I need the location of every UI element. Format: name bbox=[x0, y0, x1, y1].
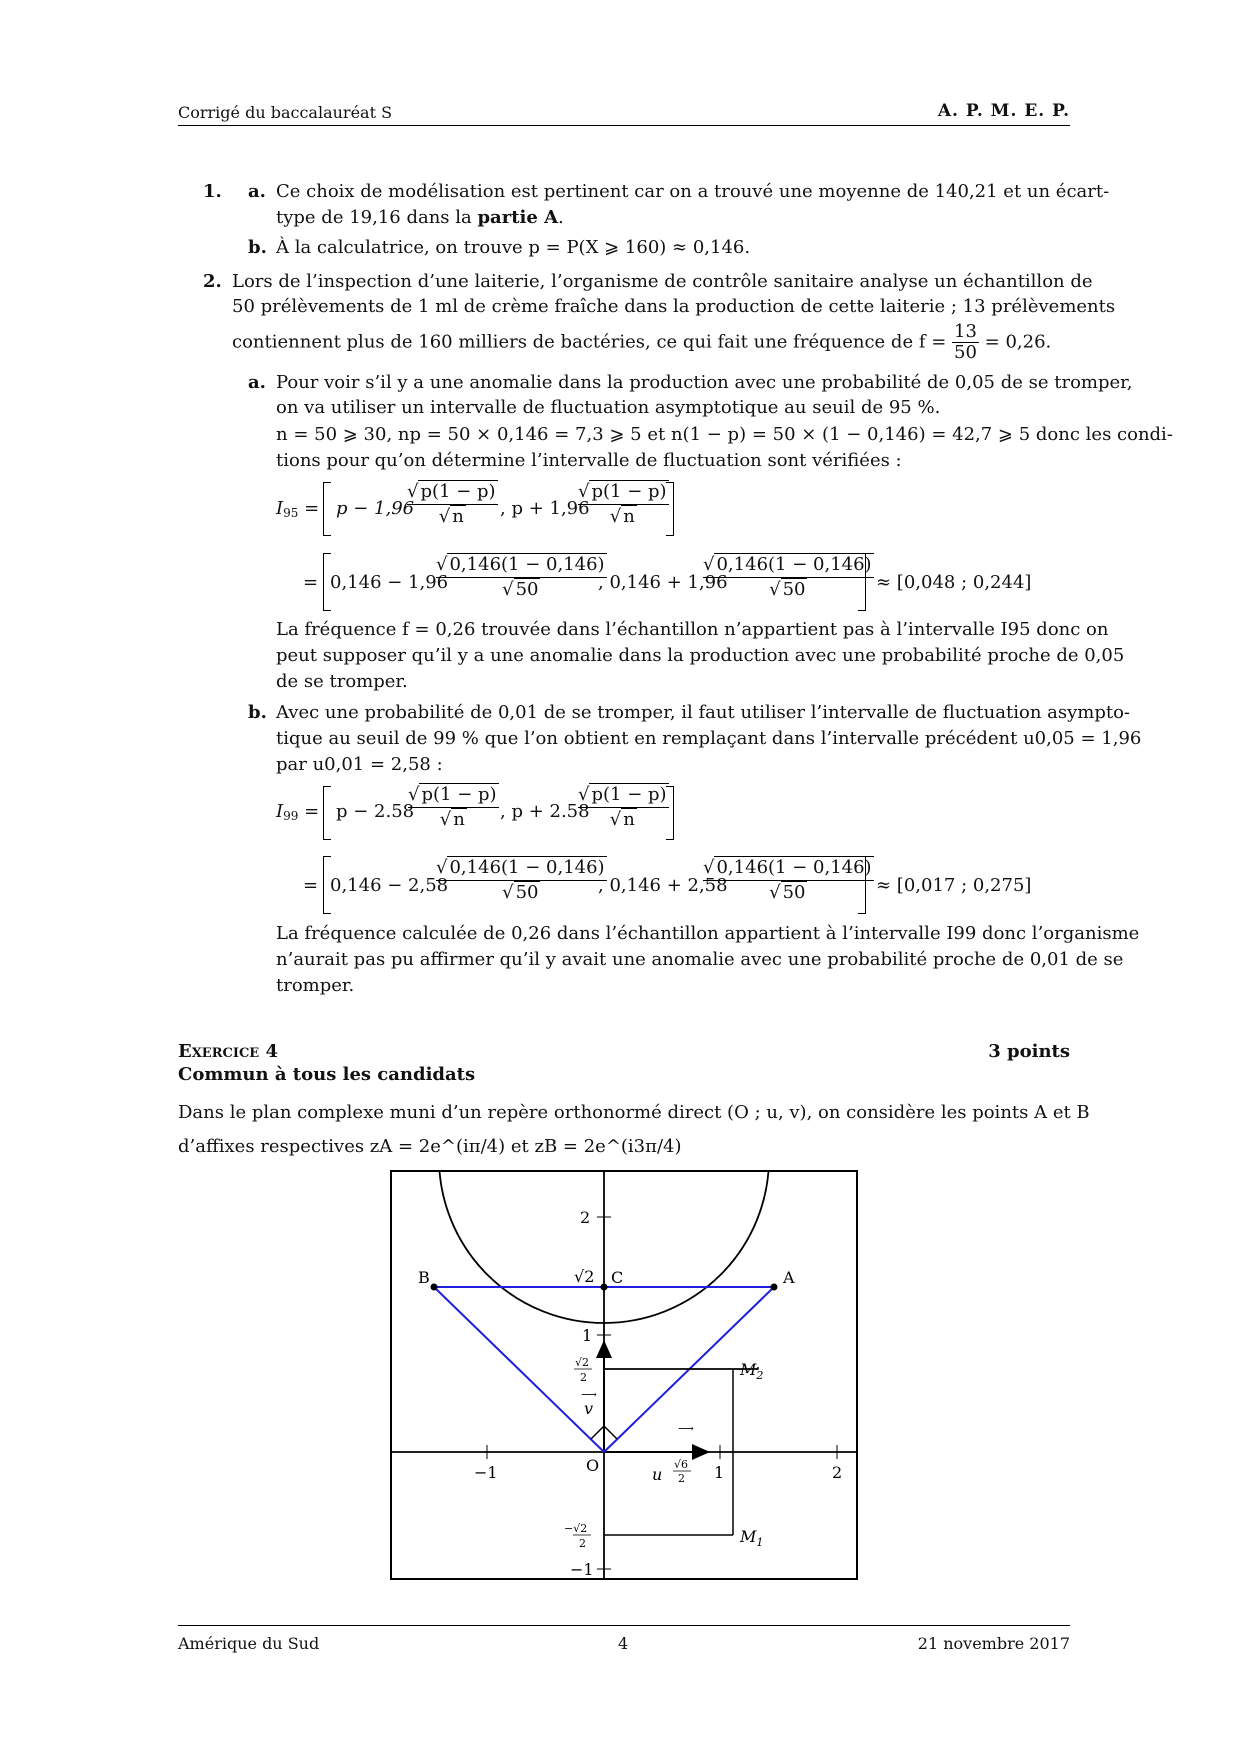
figure-frame bbox=[391, 1171, 857, 1579]
equals-sign: = bbox=[303, 875, 319, 896]
i99-formula-right: , p + 2.58 bbox=[500, 801, 590, 822]
i99-formula-left: p − 2.58 bbox=[336, 801, 415, 822]
label-A: A bbox=[783, 1268, 795, 1287]
q2b-concl2: n’aurait pas pu affirmer qu’il y avait une anomalie avec une probabilité proche de 0,01 de se bbox=[276, 949, 1124, 970]
ex4-subtitle: Commun à tous les candidats bbox=[178, 1064, 476, 1085]
label-C: C bbox=[611, 1268, 624, 1287]
q2-line2: 50 prélèvements de 1 ml de crème fraîche dans la production de cette laiterie ; 13 prélèvements bbox=[232, 296, 1116, 317]
q2b-concl1: La fréquence calculée de 0,26 dans l’échantillon appartient à l’intervalle I99 donc l’organisme bbox=[276, 923, 1140, 944]
q2a-concl3: de se tromper. bbox=[276, 671, 408, 692]
complex-plane-figure bbox=[390, 1170, 860, 1585]
page-number: 4 bbox=[618, 1634, 629, 1653]
point-C bbox=[601, 1284, 608, 1291]
i95-num-right: , 0,146 + 1,96 bbox=[598, 572, 728, 593]
label-yneg-sqrt2over2: −√2 bbox=[564, 1522, 588, 1535]
q2b-line2: tique au seuil de 99 % que l’on obtient en remplaçant dans l’intervalle précédent u0,05 = 1,96 bbox=[276, 728, 1142, 749]
segment-OB bbox=[434, 1287, 604, 1452]
q2-line3: contiennent plus de 160 milliers de bactéries, ce qui fait une fréquence de f = $\frac{13}{50}$ = 0,26. bbox=[232, 321, 1052, 363]
page-footer bbox=[178, 1625, 1070, 1652]
q2b-line3: par u0,01 = 2,58 : bbox=[276, 754, 443, 775]
label-ysqrt2over2: √2 bbox=[575, 1356, 590, 1369]
label-x1: 1 bbox=[714, 1463, 725, 1482]
q2a-concl2: peut supposer qu’il y a une anomalie dans la production avec une probabilité proche de 0,05 bbox=[276, 645, 1125, 666]
ex4-points: 3 points bbox=[988, 1041, 1070, 1062]
bracket-right bbox=[858, 553, 866, 611]
i95-num-left: 0,146 − 1,96 bbox=[330, 572, 449, 593]
arrow-v-glyph: ⟶ bbox=[581, 1388, 597, 1401]
i95-formula-right: , p + 1,96 bbox=[500, 498, 590, 519]
header-org: A. P. M. E. P. bbox=[937, 101, 1070, 121]
label-ysqrt2: √2 bbox=[574, 1267, 595, 1286]
i95-frac-left: √ p(1 − p) √ n bbox=[407, 481, 496, 527]
ex4-title: Exercice 4 bbox=[178, 1041, 278, 1062]
i99-num-left: 0,146 − 2,58 bbox=[330, 875, 449, 896]
point-B bbox=[431, 1284, 438, 1291]
page-header bbox=[178, 103, 1070, 126]
bracket-right bbox=[666, 482, 674, 536]
point-A bbox=[771, 1284, 778, 1291]
q1a-line1: Ce choix de modélisation est pertinent car on a trouvé une moyenne de 140,21 et un écart- bbox=[276, 181, 1110, 202]
i99-frac-left: √ p(1 − p) √ n bbox=[408, 784, 497, 830]
q2a-line4: tions pour qu’on détermine l’intervalle de fluctuation sont vérifiées : bbox=[276, 450, 902, 471]
q2b-concl3: tromper. bbox=[276, 975, 355, 996]
bracket-right bbox=[666, 786, 674, 840]
label-B: B bbox=[418, 1268, 430, 1287]
label-y1: 1 bbox=[582, 1326, 593, 1345]
i99-result: ≈ [0,017 ; 0,275] bbox=[876, 875, 1032, 896]
bracket-left bbox=[323, 482, 331, 536]
label-v: v bbox=[584, 1399, 594, 1418]
q1a-label: a. bbox=[248, 181, 266, 202]
ex4-line1: Dans le plan complexe muni d’un repère orthonormé direct (O ; u, v), on considère les points A et B bbox=[178, 1102, 1090, 1123]
q1b-text: À la calculatrice, on trouve p = P(X ⩾ 160) ≈ 0,146. bbox=[276, 237, 751, 258]
q2b-line1: Avec une probabilité de 0,01 de se tromper, il faut utiliser l’intervalle de fluctuation asympto- bbox=[276, 702, 1131, 723]
i95-num-frac-left: √ 0,146(1 − 0,146) √ 50 bbox=[436, 554, 605, 600]
label-x2: 2 bbox=[832, 1463, 843, 1482]
label-yneg-sqrt2over2-den: 2 bbox=[579, 1537, 586, 1550]
label-xsqrt6: √6 bbox=[674, 1458, 689, 1471]
bracket-left bbox=[323, 786, 331, 840]
equals-sign: = bbox=[303, 572, 319, 593]
q2-number: 2. bbox=[203, 271, 222, 292]
q1a-line2: type de 19,16 dans la partie A. bbox=[276, 207, 564, 228]
label-ysqrt2over2-den: 2 bbox=[580, 1371, 587, 1384]
i99-label: $I_{99}$ = bbox=[276, 801, 320, 823]
footer-date: 21 novembre 2017 bbox=[917, 1634, 1070, 1653]
i95-result: ≈ [0,048 ; 0,244] bbox=[876, 572, 1032, 593]
q2a-line2: on va utiliser un intervalle de fluctuation asymptotique au seuil de 95 %. bbox=[276, 397, 941, 418]
label-y2: 2 bbox=[580, 1208, 591, 1227]
label-xsqrt6-den: 2 bbox=[678, 1472, 685, 1485]
q2a-line3: n = 50 ⩾ 30, np = 50 × 0,146 = 7,3 ⩾ 5 et n(1 − p) = 50 × (1 − 0,146) = 42,7 ⩾ 5 donc les condi- bbox=[276, 424, 1173, 445]
arrow-u-glyph: ⟶ bbox=[678, 1422, 694, 1435]
label-xneg1: −1 bbox=[474, 1463, 498, 1482]
label-yneg1: −1 bbox=[570, 1560, 594, 1579]
i95-label: $I_{95}$ = bbox=[276, 498, 320, 520]
header-title: Corrigé du baccalauréat S bbox=[178, 103, 393, 122]
q1b-label: b. bbox=[248, 237, 267, 258]
label-O: O bbox=[586, 1456, 600, 1475]
i99-num-frac-left: √ 0,146(1 − 0,146) √ 50 bbox=[436, 857, 605, 903]
label-u: u bbox=[652, 1465, 663, 1484]
q2a-label: a. bbox=[248, 372, 266, 393]
i99-frac-right: √ p(1 − p) √ n bbox=[578, 784, 667, 830]
ex4-line2: d’affixes respectives zA = 2e^(iπ/4) et zB = 2e^(i3π/4) bbox=[178, 1136, 682, 1157]
i99-num-frac-right: √ 0,146(1 − 0,146) √ 50 bbox=[703, 857, 872, 903]
q1-number: 1. bbox=[203, 181, 222, 202]
q2a-line1: Pour voir s’il y a une anomalie dans la production avec une probabilité de 0,05 de se tromper, bbox=[276, 372, 1133, 393]
i95-frac-right: √ p(1 − p) √ n bbox=[578, 481, 667, 527]
bracket-right bbox=[858, 856, 866, 914]
label-M2: $M_2$ bbox=[740, 1360, 764, 1382]
label-M1: $M_1$ bbox=[740, 1527, 764, 1549]
i95-formula-left: p − 1,96 bbox=[336, 498, 415, 519]
q2a-concl1: La fréquence f = 0,26 trouvée dans l’échantillon n’appartient pas à l’intervalle I95 donc on bbox=[276, 619, 1109, 640]
i95-num-frac-right: √ 0,146(1 − 0,146) √ 50 bbox=[703, 554, 872, 600]
q2b-label: b. bbox=[248, 702, 267, 723]
q2-line1: Lors de l’inspection d’une laiterie, l’organisme de contrôle sanitaire analyse un échantillon de bbox=[232, 271, 1093, 292]
footer-left: Amérique du Sud bbox=[178, 1634, 320, 1653]
i99-num-right: , 0,146 + 2,58 bbox=[598, 875, 728, 896]
